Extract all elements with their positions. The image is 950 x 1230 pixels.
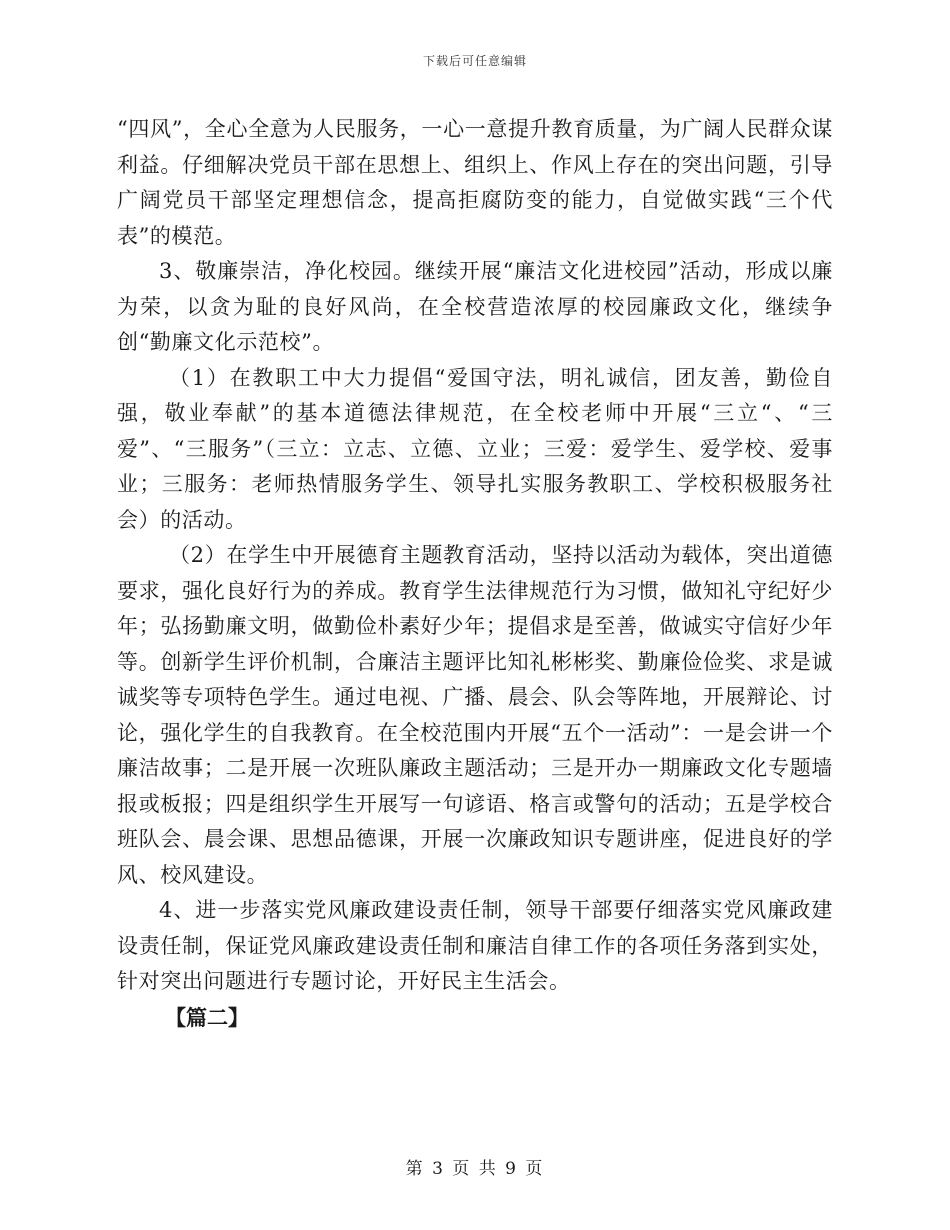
document-body (117, 112, 833, 1035)
paragraph-subitem-2: （2）在学生中开展德育主题教育活动，坚持以活动为载体，突出道德要求，强化良好行为的养成。教育学生法律规范行为习惯，做知礼守纪好少年；弘扬勤廉文明，做勤俭朴素好少年；提倡求是至善，做诚实守信好少年等。创新学生评价机制，合廉洁主题评比知礼彬彬奖、勤廉俭俭奖、求是诚诚奖等专项特色学生。通过电视、广播、晨会、队会等阵地，开展辩论、讨论，强化学生的自我教育。在全校范围内开展“五个一活动”：一是会讲一个廉洁故事；二是开展一次班队廉政主题活动；三是开办一期廉政文化专题墙报或板报；四是组织学生开展写一句谚语、格言或警句的活动；五是学校合班队会、晨会课、思想品德课，开展一次廉政知识专题讲座，促进良好的学风、校风建设。 (117, 543, 833, 887)
paragraph-subitem-1: （1）在教职工中大力提倡“爱国守法，明礼诚信，团友善，勤俭自强，敬业奉献”的基本道德法律规范，在全校老师中开展“三立“、“三爱”、“三服务”（三立：立志、立德、立业；三爱：爱学生、爱学校、爱事业；三服务：老师热情服务学生、领导扎实服务教职工、学校积极服务社会）的活动。 (117, 365, 833, 532)
section-heading: 【篇二】 (165, 1004, 249, 1030)
paragraph-continuation: “四风”，全心全意为人民服务，一心一意提升教育质量，为广阔人民群众谋利益。仔细解决党员干部在思想上、组织上、作风上存在的突出问题，引导广阔党员干部坚定理想信念，提高拒腐防变的能力，自觉做实践“三个代表”的模范。 (117, 117, 833, 248)
paragraph-item-4: 4、进一步落实党风廉政建设责任制，领导干部要仔细落实党风廉政建设责任制，保证党风廉政建设责任制和廉洁自律工作的各项任务落到实处，针对突出问题进行专题讨论，开好民主生活会。 (117, 898, 833, 993)
page-number: 第 3 页 共 9 页 (405, 1159, 545, 1179)
paragraph-item-3: 3、敬廉崇洁，净化校园。继续开展“廉洁文化进校园”活动，形成以廉为荣，以贪为耻的良好风尚，在全校营造浓厚的校园廉政文化，继续争创“勤廉文化示范校”。 (117, 259, 833, 354)
header-note: 下载后可任意编辑 (422, 54, 527, 68)
